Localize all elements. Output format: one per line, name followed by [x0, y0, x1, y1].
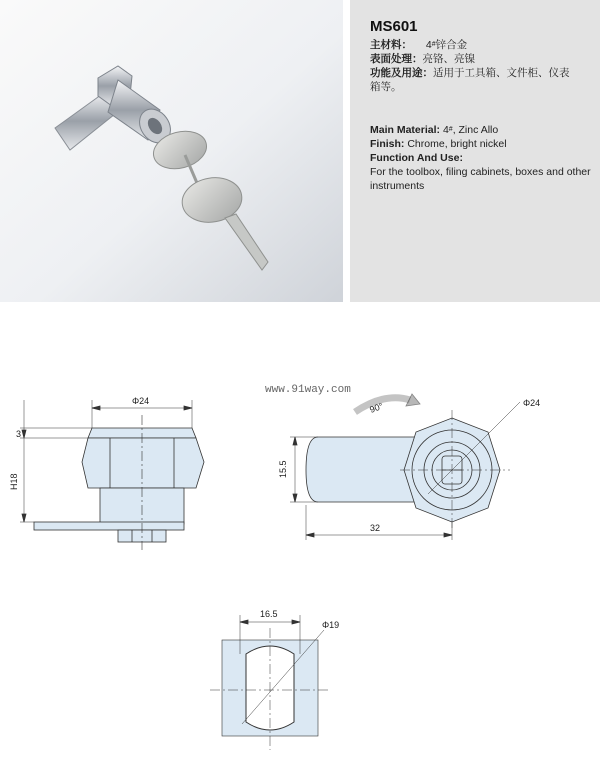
- en-material-label: Main Material:: [370, 124, 441, 136]
- cn-function-line: [370, 66, 570, 80]
- cn-function-line2: 箱等。: [370, 81, 402, 93]
- cn-finish-value: 亮铬、亮镍: [422, 53, 475, 65]
- front-view-drawing: [290, 394, 520, 540]
- side-dia-label: Φ24: [132, 396, 150, 406]
- cutout-drawing: [210, 615, 330, 750]
- en-function-value: For the toolbox, filing cabinets, boxes and other instruments: [370, 166, 591, 192]
- front-length-label: 32: [370, 523, 381, 533]
- cn-finish-label: 表面处理：: [370, 53, 423, 65]
- cn-material-suffix: 锌合金: [435, 39, 468, 51]
- cn-finish-line: [370, 52, 475, 66]
- cutout-dia-label: Φ19: [322, 620, 340, 630]
- en-material-sup: #: [448, 126, 453, 133]
- en-material-suffix: , Zinc Allo: [452, 124, 499, 136]
- front-dia-label: Φ24: [523, 398, 541, 408]
- en-function-label: Function And Use:: [370, 152, 463, 164]
- spec-panel: [350, 0, 600, 302]
- en-spec-block: [370, 123, 598, 193]
- front-height-label: 15.5: [278, 460, 288, 478]
- cn-material-sup: #: [431, 41, 436, 48]
- cn-material-line: [370, 38, 467, 52]
- cn-material-label: 主材料：: [370, 39, 412, 51]
- model-number: MS601: [370, 18, 418, 35]
- en-finish-value: Chrome, bright nickel: [407, 138, 507, 150]
- cn-function-label: 功能及用途：: [370, 67, 433, 79]
- technical-drawings: [0, 302, 600, 777]
- en-material-value: 4: [442, 124, 449, 136]
- product-photo: [0, 0, 343, 302]
- cn-material-value: 4: [425, 39, 432, 51]
- cn-function-value: 适用于工具箱、文件柜、仪表: [433, 67, 570, 79]
- en-material-line: [370, 123, 598, 137]
- en-finish-label: Finish:: [370, 138, 405, 150]
- side-top-height-label: 3: [16, 429, 22, 439]
- side-view-drawing: [20, 400, 204, 550]
- en-finish-line: [370, 137, 598, 151]
- side-body-height-label: H18: [9, 473, 19, 490]
- rotation-label: 90°: [368, 400, 385, 415]
- watermark: www.91way.com: [265, 384, 351, 396]
- cutout-width-label: 16.5: [260, 609, 278, 619]
